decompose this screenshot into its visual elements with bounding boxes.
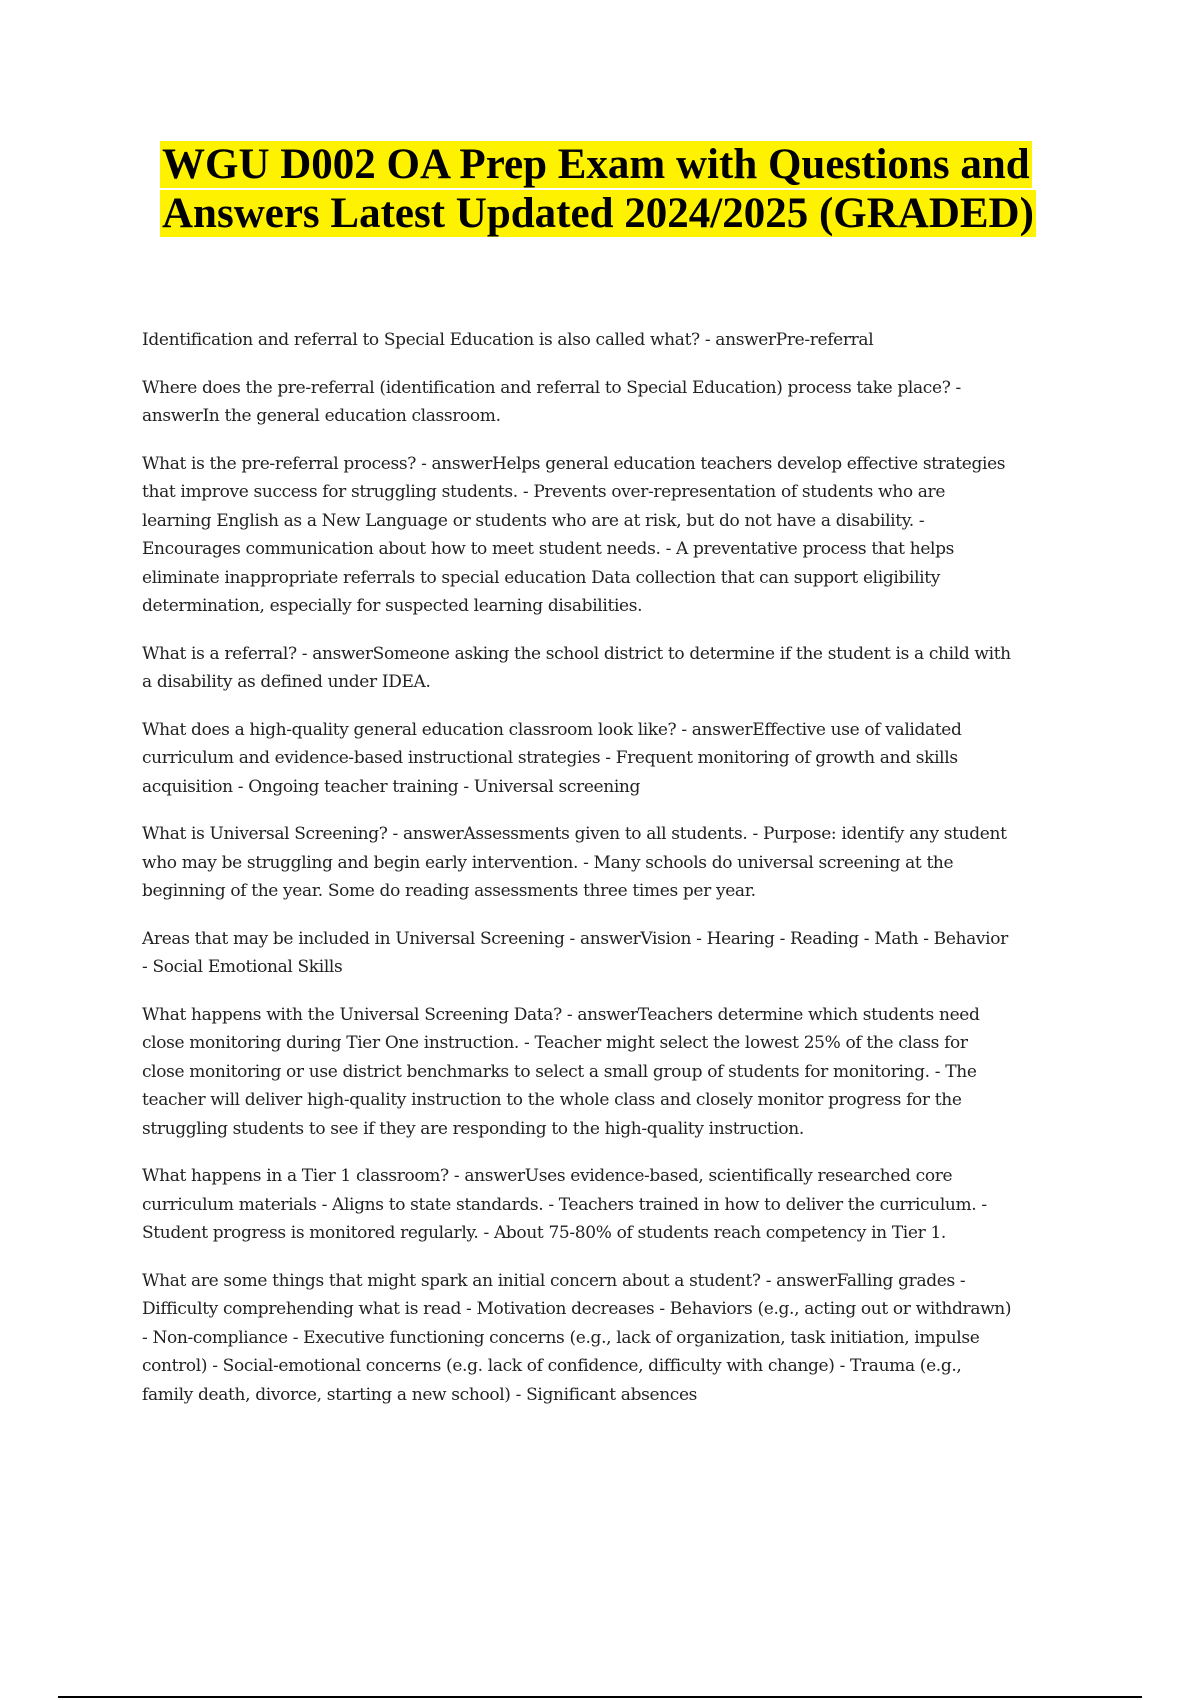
qa-item: What happens with the Universal Screening Data? - answerTeachers determine which students need close monitoring during Tier One instruction. - Teacher might select the lowest 25% of the class for close monitoring or use district benchmarks to select a small group of students for monitoring. - The teacher will deliver high-quality instruction to the whole class and closely monitor progress for the struggling students to see if they are responding to the high-quality instruction. [142, 1004, 980, 1139]
footer-divider [58, 1696, 1142, 1698]
document-title [160, 140, 1060, 238]
qa-item: Where does the pre-referral (identification and referral to Special Education) process take place? - answerIn the general education classroom. [142, 377, 961, 426]
qa-list [142, 326, 1012, 1428]
qa-item: What is a referral? - answerSomeone asking the school district to determine if the student is a child with a disability as defined under IDEA. [142, 643, 1011, 692]
qa-item: Areas that may be included in Universal Screening - answerVision - Hearing - Reading - Math - Behavior - Social Emotional Skills [142, 928, 1008, 977]
qa-item: What is Universal Screening? - answerAssessments given to all students. - Purpose: identify any student who may be struggling and begin early intervention. - Many schools do universal screening at the beginning of the year. Some do reading assessments three times per year. [142, 824, 1007, 901]
title-highlight: WGU D002 OA Prep Exam with Questions and Answers Latest Updated 2024/2025 (GRADED) [162, 141, 1034, 237]
document-title-block [160, 140, 1060, 238]
qa-item: What are some things that might spark an initial concern about a student? - answerFalling grades - Difficulty comprehending what is read - Motivation decreases - Behaviors (e.g., acting out or withdrawn) - Non-compliance - Executive functioning concerns (e.g., lack of organization, task initiation, impulse control) - Social-emotional concerns (e.g. lack of confidence, difficulty with change) - Trauma (e.g., family death, divorce, starting a new school) - Significant absences [142, 1270, 1012, 1405]
qa-item: What happens in a Tier 1 classroom? - answerUses evidence-based, scientifically researched core curriculum materials - Aligns to state standards. - Teachers trained in how to deliver the curriculum. - Student progress is monitored regularly. - About 75-80% of students reach competency in Tier 1. [142, 1166, 987, 1243]
qa-item: Identification and referral to Special Education is also called what? - answerPre-referral [142, 330, 874, 350]
qa-item: What is the pre-referral process? - answerHelps general education teachers develop effective strategies that improve success for struggling students. - Prevents over-representation of students who are learning English as a New Language or students who are at risk, but do not have a disability. - Encourages communication about how to meet student needs. - A preventative process that helps eliminate inappropriate referrals to special education Data collection that can support eligibility determination, especially for suspected learning disabilities. [142, 453, 1006, 616]
qa-item: What does a high-quality general education classroom look like? - answerEffective use of validated curriculum and evidence-based instructional strategies - Frequent monitoring of growth and skills acquisition - Ongoing teacher training - Universal screening [142, 719, 962, 797]
